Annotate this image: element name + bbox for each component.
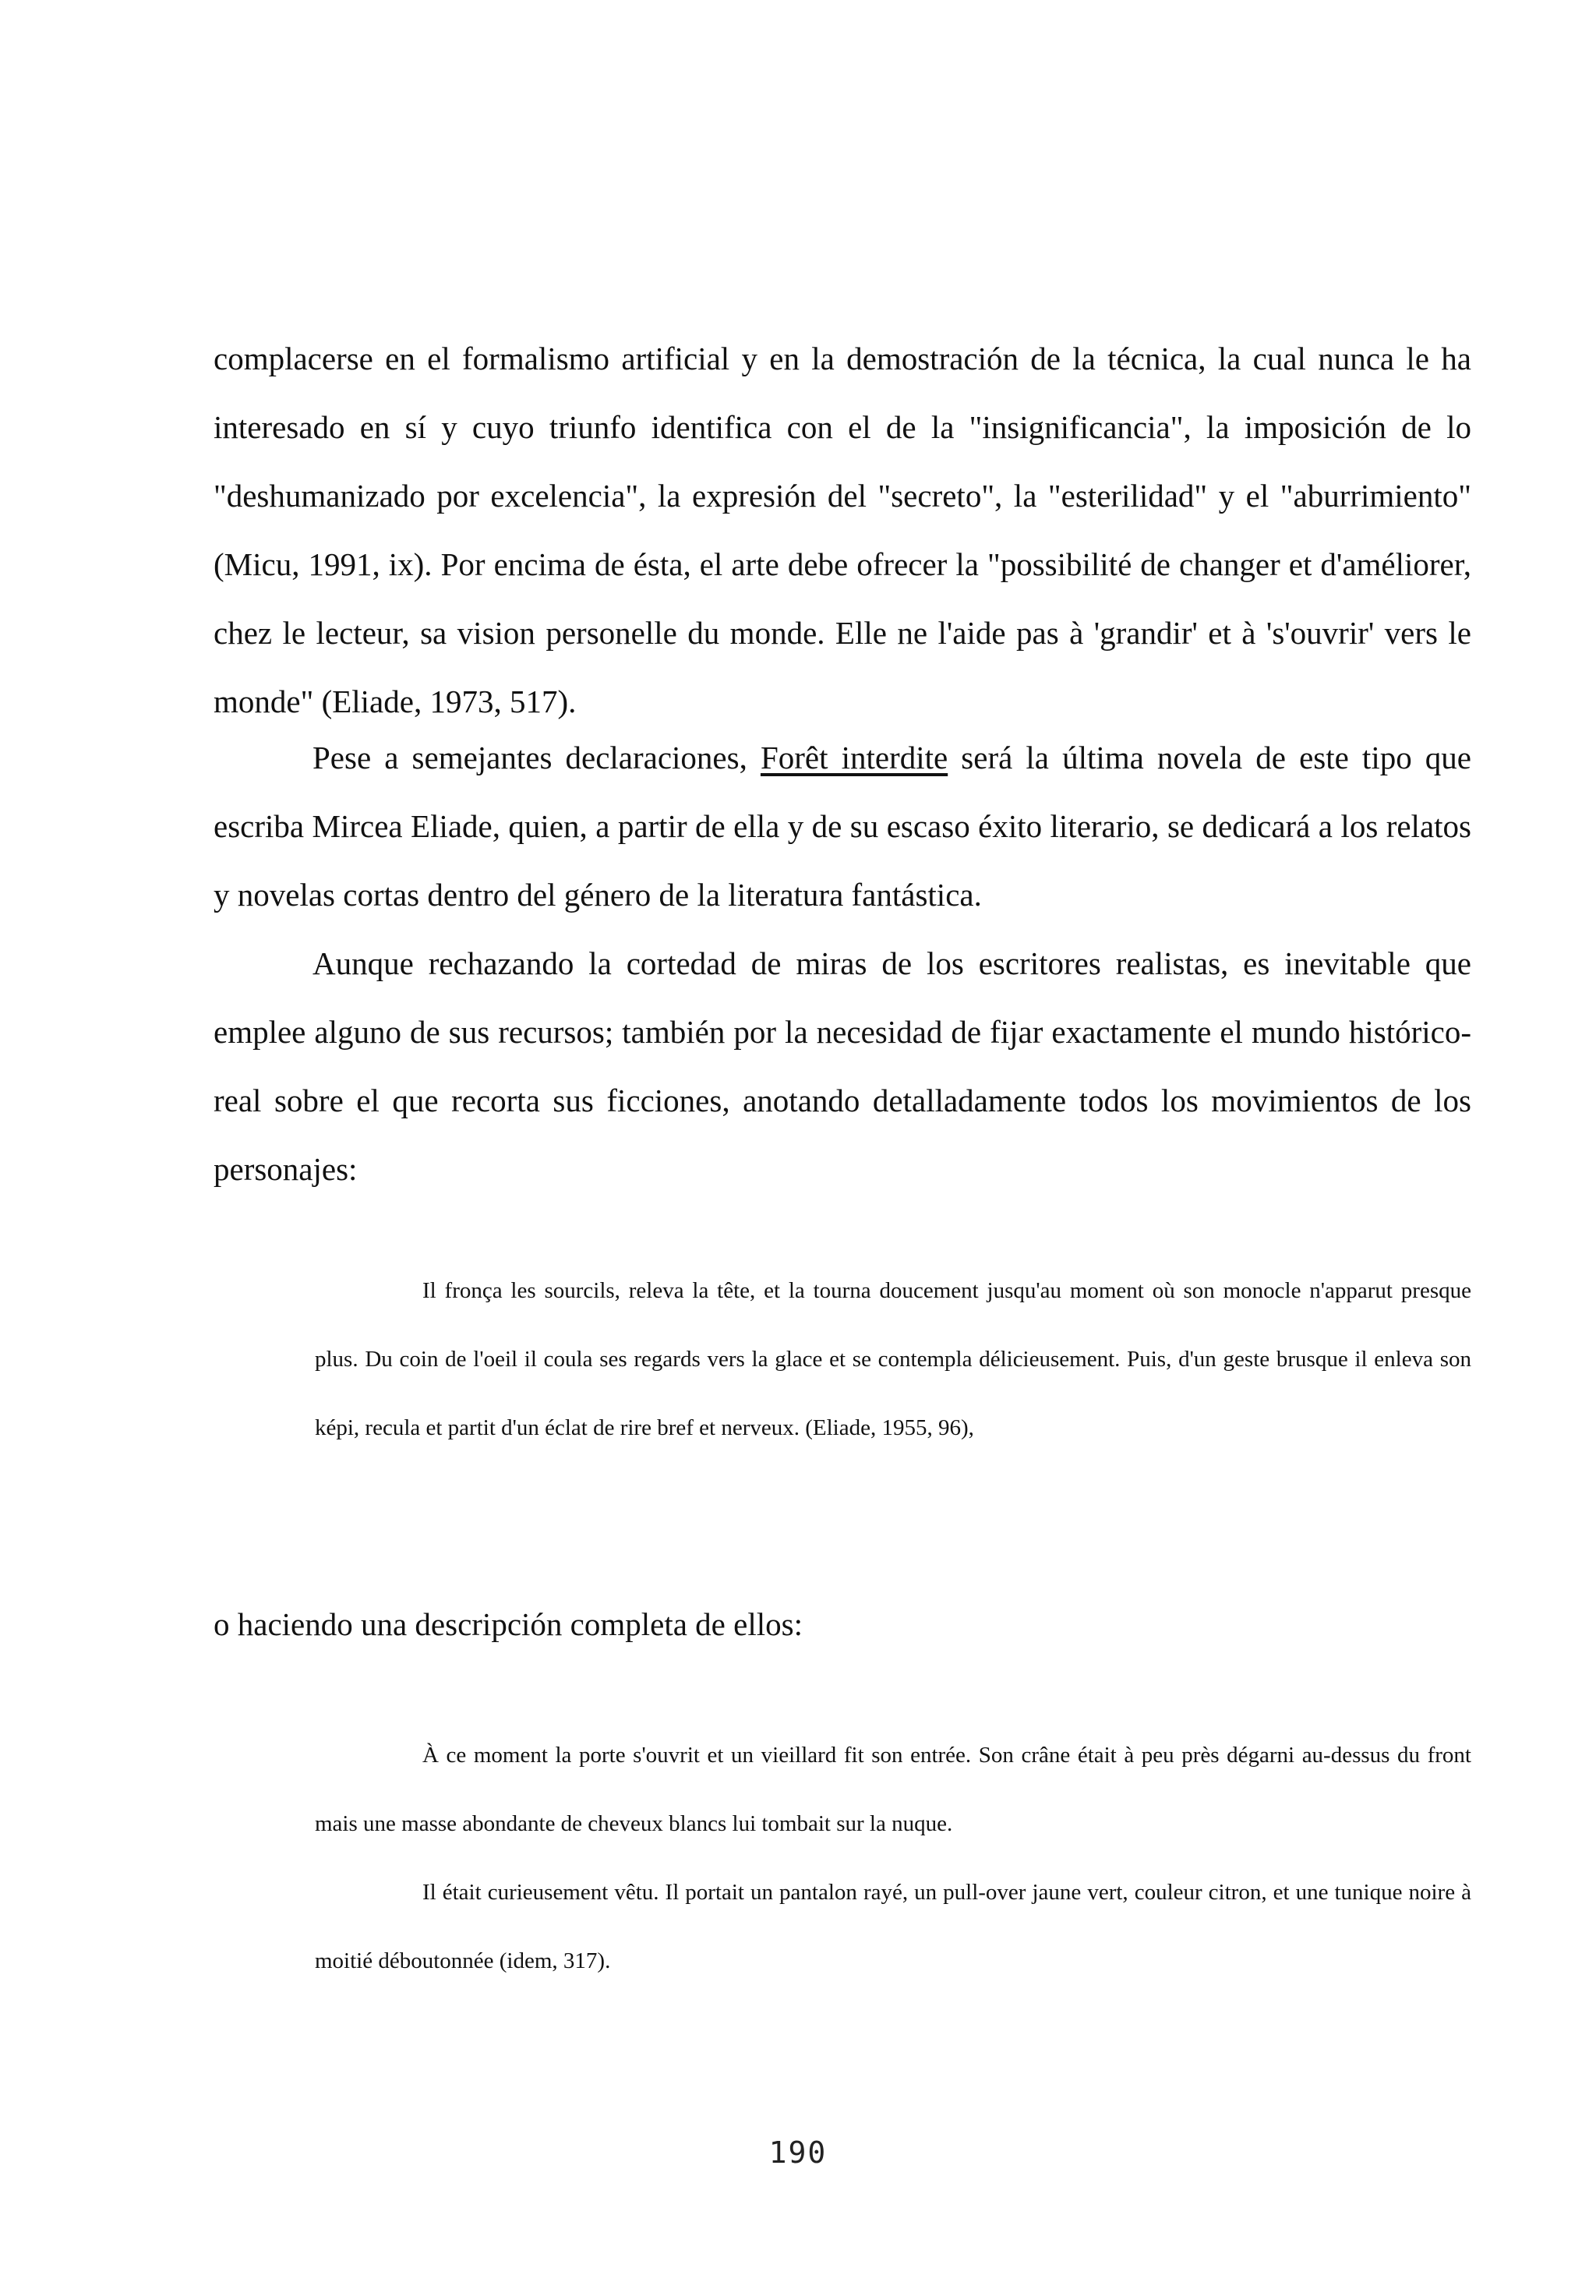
paragraph-2-lead: Pese a semejantes declaraciones, [312, 740, 761, 775]
paragraph-2-rest: será la última novela de este tipo que escriba Mircea Eliade, quien, a partir de ella y de su escaso éxito literario, se dedicará a los relatos y novelas cortas dentro del género de la literatura fantástica. [214, 740, 1472, 913]
paragraph-3: Aunque rechazando la cortedad de miras de los escritores realistas, es inevitable que emplee alguno de sus recursos; también por la necesidad de fijar exactamente el mundo histórico-real sobre el que recorta sus ficciones, anotando detalladamente todos los movimientos de los personajes: [214, 945, 1471, 1187]
block-quote-1: Il fronça les sourcils, releva la tête, et la tourna doucement jusqu'au moment où son monocle n'apparut presque plus. Du coin de l'oeil il coula ses regards vers la glace et se contempla délicieusement. Puis, d'un geste brusque il enleva son képi, recula et partit d'un éclat de rire bref et nerveux. (Eliade, 1955, 96), [315, 1278, 1471, 1440]
paragraph-2 [214, 723, 1471, 929]
block-quote-2-part-1: À ce moment la porte s'ouvrit et un vieillard fit son entrée. Son crâne était à peu près dégarni au-dessus du front mais une masse abondante de cheveux blancs lui tombait sur la nuque. [315, 1743, 1471, 1836]
page-number: 190 [768, 2135, 828, 2170]
paragraph-1: complacerse en el formalismo artificial y en la demostración de la técnica, la cual nunca le ha interesado en sí y cuyo triunfo identifica con el de la "insignificancia", la imposición de lo "deshumanizado por excelencia", la expresión del "secreto", la "esterilidad" y el "aburrimiento" (Micu, 1991, ix). Por encima de ésta, el arte debe ofrecer la "possibilité de changer et d'améliorer, chez le lecteur, sa vision personelle du monde. Elle ne l'aide pas à 'grandir' et à 's'ouvrir' vers le monde" (Eliade, 1973, 517). [214, 341, 1471, 719]
book-title-underlined: Forêt interdite [760, 740, 948, 775]
block-quote-2-part-2: Il était curieusement vêtu. Il portait un pantalon rayé, un pull-over jaune vert, couleur citron, et une tunique noire à moitié déboutonnée (idem, 317). [315, 1880, 1471, 1973]
block-quote-2 [315, 1721, 1471, 1995]
paragraph-4: o haciendo una descripción completa de ellos: [214, 1606, 803, 1642]
